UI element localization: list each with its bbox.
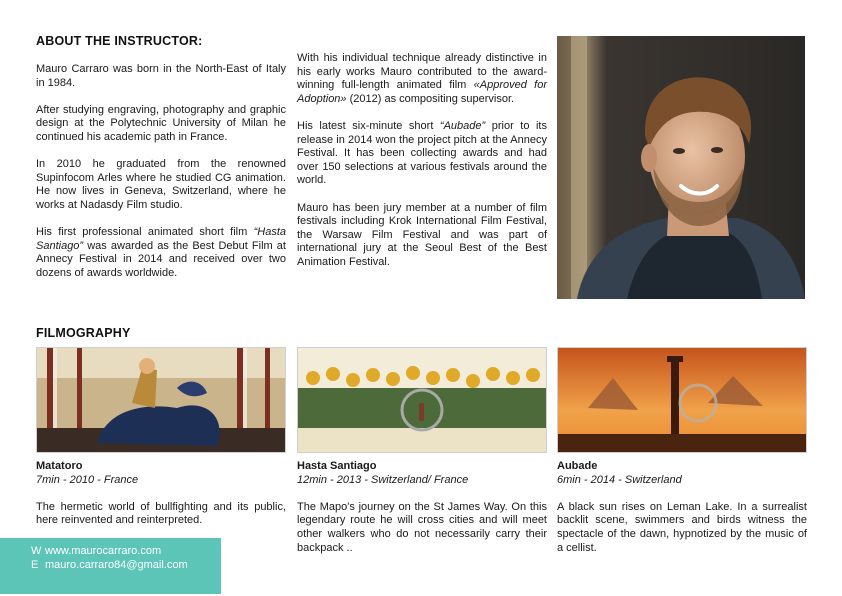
film-card-hasta-santiago	[297, 347, 547, 555]
bio-text: was awarded as the Best Debut Film at Annecy Festival in 2014 and received over two dozens of awards worldwide.	[36, 239, 286, 279]
filmography-heading: FILMOGRAPHY	[36, 326, 131, 340]
about-heading: ABOUT THE INSTRUCTOR:	[36, 34, 203, 48]
film-title: Aubade	[557, 460, 598, 472]
email-key: E	[31, 559, 39, 571]
film-description: The hermetic world of bullfighting and its public, here reinvented and reinterpreted.	[36, 500, 286, 527]
web-key: W	[31, 545, 42, 557]
contact-email-row	[31, 558, 188, 572]
contact-web-row	[31, 544, 161, 558]
bio-text: His first professional animated short film	[36, 226, 254, 239]
bio-column-1	[36, 63, 286, 281]
contact-box	[0, 538, 221, 594]
film-meta: 7min - 2010 - France	[36, 473, 139, 486]
bio-column-2	[297, 52, 547, 270]
film-card-matatoro	[36, 347, 286, 528]
film-description: The Mapo's journey on the St James Way. On this legendary route he will cross cities and will meet other walkers who do not necessarily carry their backpack ..	[297, 500, 547, 554]
film-title-italic: “Hasta Santiago”	[36, 226, 286, 252]
bio-text: His latest six-minute short	[297, 119, 440, 132]
film-card-aubade	[557, 347, 807, 555]
bio-paragraph: Mauro Carraro was born in the North-East of Italy in 1984.	[36, 63, 286, 89]
film-meta: 12min - 2013 - Switzerland/ France	[297, 473, 469, 486]
bio-text: (2012) as compositing supervisor.	[346, 92, 515, 105]
instructor-portrait	[557, 36, 805, 299]
aubade-thumbnail	[557, 347, 807, 453]
bio-text: prior to its release in 2014 won the project pitch at the Annecy Festival. It has been collecting awards and had over 150 selections at various festivals around the world.	[297, 119, 547, 187]
film-title: Hasta Santiago	[297, 460, 377, 472]
bio-text: With his individual technique already distinctive in his early works Mauro contributed to the award-winning full-length animated film	[297, 52, 547, 92]
bio-paragraph: Mauro has been jury member at a number of film festivals including Krok International Film Festival, the Warsaw Film Festival and was part of international jury at the Seoul Best of the Best Animation Festival.	[297, 201, 547, 268]
film-title: Matatoro	[36, 460, 83, 472]
portrait-illustration	[557, 36, 805, 299]
website-link[interactable]: www.maurocarraro.com	[45, 545, 162, 557]
film-meta: 6min - 2014 - Switzerland	[557, 473, 682, 486]
bio-paragraph: After studying engraving, photography and graphic design at the Polytechnic University of Milan he continued his academic path in France.	[36, 103, 286, 143]
bio-paragraph	[297, 120, 547, 188]
film-title-italic: «Approved for Adoption»	[297, 79, 547, 105]
hasta-santiago-thumbnail	[297, 347, 547, 453]
bio-paragraph	[297, 52, 547, 106]
film-title-italic: “Aubade”	[439, 119, 486, 132]
film-description: A black sun rises on Leman Lake. In a surrealist backlit scene, swimmers and birds witness the spectacle of the dawn, hypnotized by the music of a cellist.	[557, 500, 807, 554]
email-link[interactable]: mauro.carraro84@gmail.com	[45, 559, 188, 571]
bio-paragraph	[36, 226, 286, 280]
bio-paragraph: In 2010 he graduated from the renowned Supinfocom Arles where he studied CG animation. He now lives in Geneva, Switzerland, where he works at Nadasdy Film studio.	[36, 158, 286, 211]
matatoro-thumbnail	[36, 347, 286, 453]
